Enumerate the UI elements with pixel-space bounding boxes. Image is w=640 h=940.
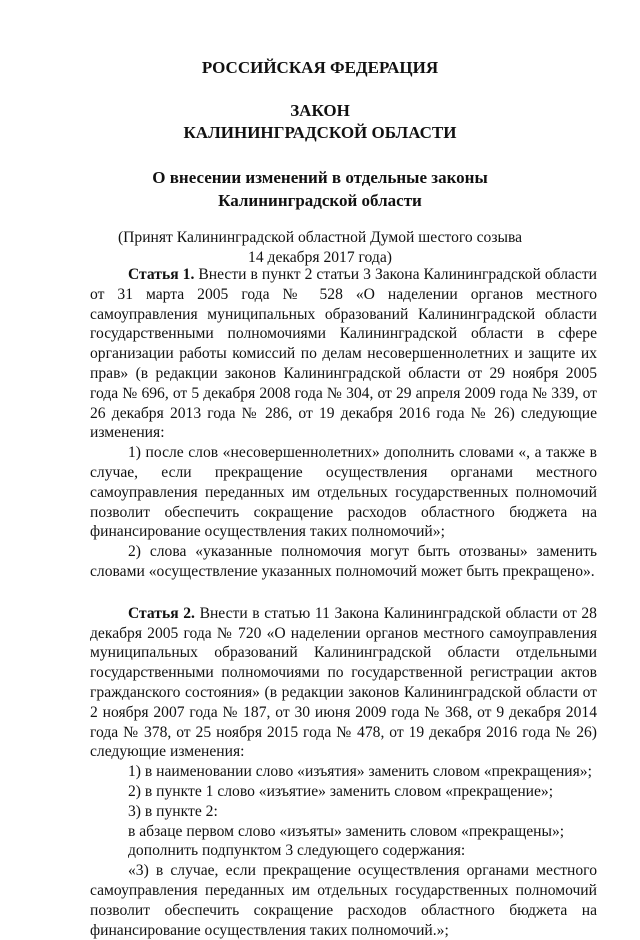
article-2-intro [90, 604, 597, 762]
section-gap [90, 582, 597, 604]
law-heading-line2: КАЛИНИНГРАДСКОЙ ОБЛАСТИ [183, 123, 457, 142]
country-heading: РОССИЙСКАЯ ФЕДЕРАЦИЯ [201, 58, 439, 77]
article-1-intro [90, 265, 597, 443]
article-1-item-1: 1) после слов «несовершеннолетних» дополнить словами «, а также в случае, если прекращение осуществления органами местного самоуправления переданных им отдельных государственных полномочий позволит обеспечить сокращение расходов областного бюджета на финансирование осуществления таких полномочий»; [90, 444, 597, 541]
article-2-item-3b: дополнить подпунктом 3 следующего содержания: [128, 842, 466, 860]
adoption-note [0, 228, 640, 268]
adoption-note-line2: 14 декабря 2017 года) [248, 249, 392, 266]
article-2-intro-text: Внести в статью 11 Закона Калининградской области от 28 декабря 2005 года № 720 «О наделении органов местного самоуправления муниципальных образований Калининградской области отдельными государственными полномочиями по государственной регистрации актов гражданского состояния» (в редакции законов Калининградской области от 2 ноября 2007 года № 187, от 30 июня 2009 года № 368, от 9 декабря 2014 года № 378, от 25 ноября 2015 года № 478, от 19 декабря 2016 года № 26) следующие изменения: [90, 604, 597, 761]
law-heading [0, 100, 640, 144]
law-title [0, 166, 640, 212]
law-heading-line1: ЗАКОН [290, 101, 350, 120]
document-body [90, 265, 597, 940]
adoption-note-line1: (Принят Калининградской областной Думой шестого созыва [117, 229, 523, 246]
article-2-quote: «3) в случае, если прекращение осуществления органами местного самоуправления переданных им отдельных государственных полномочий позволит обеспечить сокращение расходов областного бюджета на финансирование осуществления таких полномочий.»; [90, 862, 597, 939]
article-2-item-3: 3) в пункте 2: [128, 802, 218, 820]
article-1-intro-text: Внести в пункт 2 статьи 3 Закона Калининградской области от 31 марта 2005 года № 528 «О наделении органов местного самоуправления муниципальных образований Калининградской области государственными полномочиями Калининградской области в сфере организации работы комиссий по делам несовершеннолетних и защите их прав» (в редакции законов Калининградской области от 29 ноября 2005 года № 696, от 5 декабря 2008 года № 304, от 29 апреля 2009 года № 339, от 26 декабря 2013 года № 286, от 19 декабря 2016 года № 26) следующие изменения: [90, 266, 597, 442]
article-2-item-3a: в абзаце первом слово «изъяты» заменить словом «прекращены»; [128, 822, 565, 840]
law-title-line1: О внесении изменений в отдельные законы [152, 168, 488, 187]
article-2-label: Статья 2. [128, 604, 195, 622]
article-1-label: Статья 1. [128, 266, 195, 283]
article-2-item-2: 2) в пункте 1 слово «изъятие» заменить словом «прекращение»; [128, 782, 554, 800]
law-title-line2: Калининградской области [218, 191, 422, 210]
article-2-item-1: 1) в наименовании слово «изъятия» заменить словом «прекращения»; [128, 763, 592, 781]
article-1-item-2: 2) слова «указанные полномочия могут быть отозваны» заменить словами «осуществление указанных полномочий может быть прекращено». [90, 543, 597, 580]
